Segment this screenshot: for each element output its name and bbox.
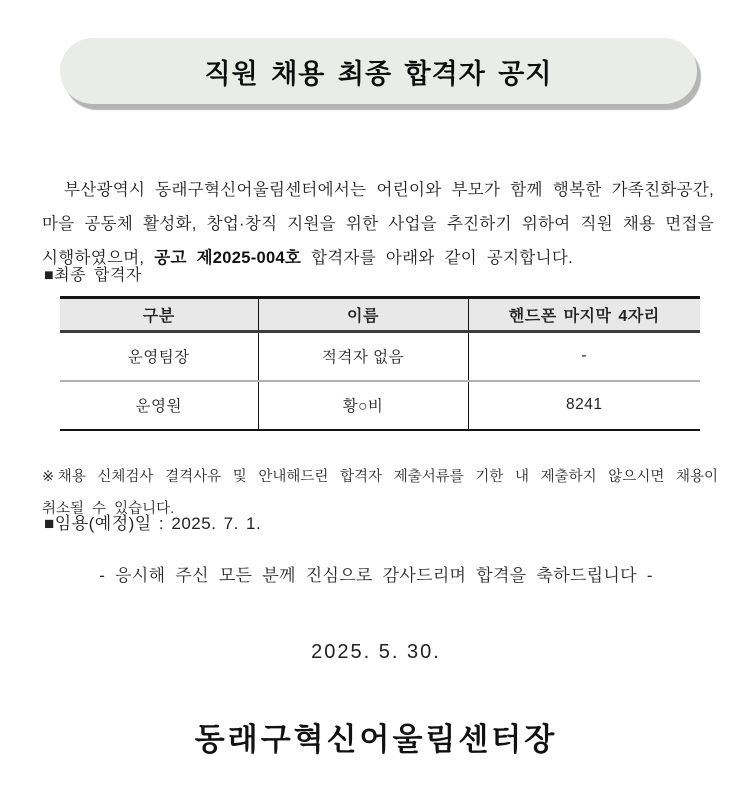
intro-paragraph — [42, 173, 714, 275]
table-header-row — [60, 298, 700, 332]
document-date: 2025. 5. 30. — [311, 641, 441, 663]
issuer-signature: 동래구혁신어울림센터장 — [194, 722, 558, 757]
cell-name: 적격자 없음 — [258, 332, 468, 381]
cell-name: 황○비 — [258, 381, 468, 430]
title-banner — [60, 38, 697, 104]
cell-category: 운영팀장 — [60, 332, 258, 381]
intro-text-end: 합격자를 아래와 같이 공지합니다. — [301, 248, 573, 267]
column-header-category: 구분 — [60, 298, 258, 332]
table-row — [60, 381, 700, 430]
successful-candidates-table — [60, 296, 700, 431]
cell-phone: 8241 — [468, 381, 700, 430]
column-header-phone: 핸드폰 마지막 4자리 — [468, 298, 700, 332]
final-list-heading: ■최종 합격자 — [44, 267, 142, 284]
table-row — [60, 332, 700, 381]
appointment-date-line: ■임용(예정)일 : 2025. 7. 1. — [44, 514, 262, 533]
column-header-name: 이름 — [258, 298, 468, 332]
notice-number: 공고 제2025-004호 — [154, 248, 302, 267]
page-title: 직원 채용 최종 합격자 공지 — [204, 58, 553, 89]
caution-note: ※채용 신체검사 결격사유 및 안내해드린 합격자 제출서류를 기한 내 제출하지 않으시면 채용이 취소될 수 있습니다. — [42, 468, 718, 517]
thanks-line: - 응시해 주신 모든 분께 진심으로 감사드리며 합격을 축하드립니다 - — [99, 566, 653, 585]
cell-phone: - — [581, 347, 588, 365]
intro-text-start: 부산광역시 동래구혁신어울림센터에서는 어린이와 부모가 함께 행복한 가족친화공간, 마을 공동체 활성화, 창업·창직 지원을 위한 사업을 추진하기 위하여 직원 채용 면접을 시행하였으며, — [42, 180, 714, 267]
cell-category: 운영원 — [60, 381, 258, 430]
